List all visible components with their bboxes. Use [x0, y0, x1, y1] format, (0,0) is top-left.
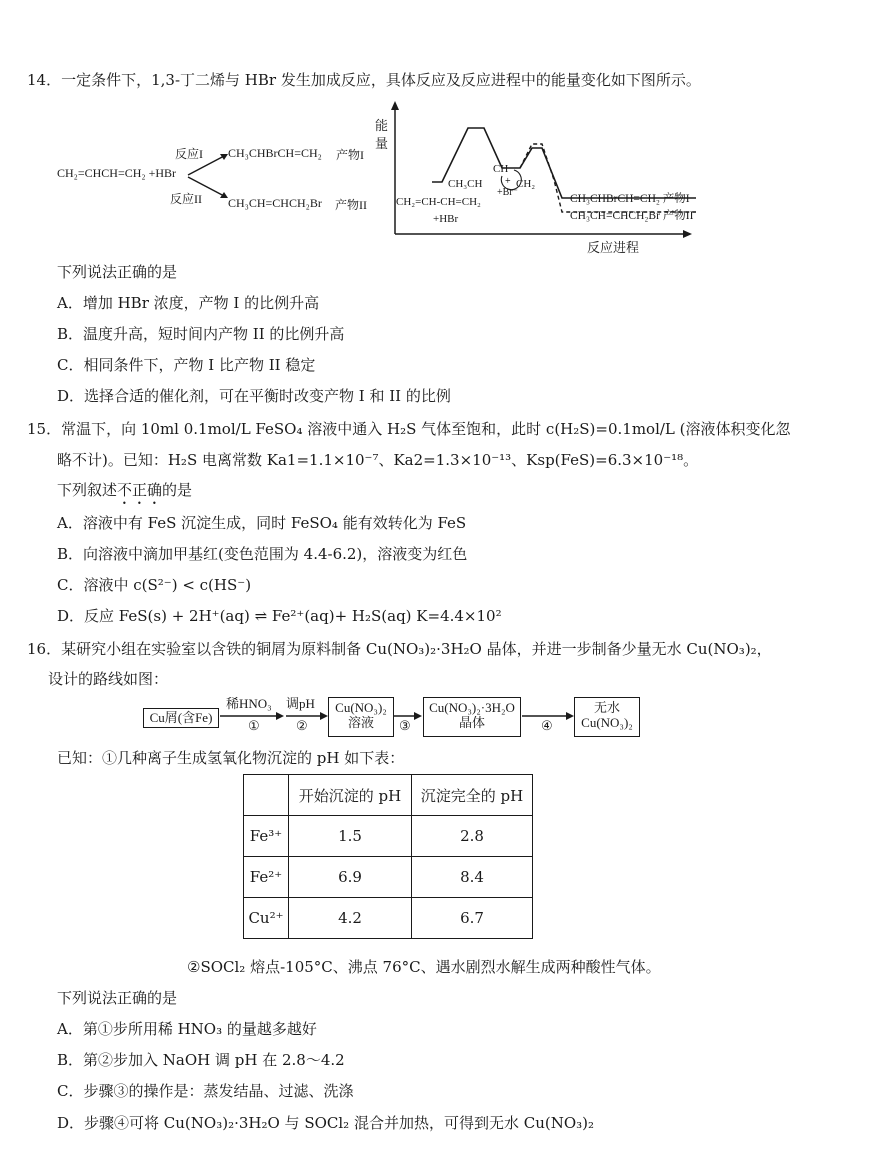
diagram-intermediate-br: +Br⁻: [497, 187, 518, 198]
diagram-end1: CH₃CHBrCH=CH₂ 产物I: [570, 193, 690, 205]
q14-stem: 14．一定条件下，1,3-丁二烯与 HBr 发生加成反应，具体反应及反应进程中的能量变化如下图所示。: [27, 71, 701, 89]
diagram-start1: CH₂=CH-CH=CH₂: [396, 196, 481, 208]
q14-product2: CH₃CH=CHCH₂Br: [228, 196, 322, 210]
diagram-intermediate-top: CH: [493, 163, 509, 175]
q14-option-a: A．增加 HBr 浓度，产物 I 的比例升高: [57, 294, 320, 312]
q16-question: 下列说法正确的是: [57, 989, 178, 1007]
q15-option-b: B．向溶液中滴加甲基红(变色范围为 4.4-6.2)，溶液变为红色: [57, 545, 468, 563]
q14-scheme-arrows: [186, 145, 232, 207]
q16-note2: ②SOCl₂ 熔点-105°C、沸点 76°C、遇水剧烈水解生成两种酸性气体。: [187, 958, 661, 976]
flow-arrow3-step: ③: [399, 718, 411, 733]
flow-arrows: [218, 707, 578, 723]
progress-axis-label: 反应进程: [587, 240, 640, 255]
flow-arrow2-reagent: 调pH: [286, 696, 315, 711]
flow-box-crystal: Cu(NO₃)₂·3H₂O 晶体: [423, 697, 521, 737]
q15-option-c: C．溶液中 c(S²⁻) < c(HS⁻): [57, 576, 252, 594]
q14-rxn1-label: 反应I: [175, 147, 203, 161]
diagram-start2: +HBr: [433, 213, 459, 225]
flow-box-cu-scrap: Cu屑(含Fe): [143, 708, 219, 728]
q15-option-a: A．溶液中有 FeS 沉淀生成，同时 FeSO₄ 能有效转化为 FeS: [57, 514, 467, 532]
table-row: [244, 898, 533, 939]
q16-option-a: A．第①步所用稀 HNO₃ 的量越多越好: [57, 1020, 317, 1038]
flow-arrow4-step: ④: [541, 718, 553, 733]
q15-option-d: D．反应 FeS(s) + 2H⁺(aq) ⇌ Fe²⁺(aq)+ H₂S(aq) K=4.4×10²: [57, 607, 502, 625]
table-header: [244, 775, 289, 816]
q15-emphasis: 不正确: [117, 481, 163, 499]
q16-known-intro: 已知：①几种离子生成氢氧化物沉淀的 pH 如下表：: [57, 749, 405, 767]
q14-question: 下列说法正确的是: [57, 263, 178, 281]
flow-arrow1-reagent: 稀HNO₃: [226, 696, 272, 711]
q16-stem-line2: 设计的路线如图：: [48, 670, 169, 688]
flow-arrow1-step: ①: [248, 718, 260, 733]
q15-stem-line1: 15．常温下，向 10ml 0.1mol/L FeSO₄ 溶液中通入 H₂S 气体至饱和，此时 c(H₂S)=0.1mol/L (溶液体积变化忽: [27, 420, 791, 438]
q14-option-d: D．选择合适的催化剂，可在平衡时改变产物 I 和 II 的比例: [57, 387, 451, 405]
table-header: 开始沉淀的 pH: [289, 775, 412, 816]
diagram-intermediate-left: CH₃CH: [448, 178, 483, 190]
q16-option-d: D．步骤④可将 Cu(NO₃)₂·3H₂O 与 SOCl₂ 混合并加热，可得到无水 Cu(NO₃)₂: [57, 1114, 595, 1132]
ph-table: [243, 774, 533, 939]
q14-rxn2-label: 反应II: [170, 192, 202, 206]
flow-box-anhydrous: 无水 Cu(NO₃)₂: [574, 697, 640, 737]
q16-option-b: B．第②步加入 NaOH 调 pH 在 2.8～4.2: [57, 1051, 345, 1069]
diagram-intermediate-right: CH₂: [516, 178, 536, 190]
table-header-row: [244, 775, 533, 816]
q14-product1-name: 产物I: [336, 148, 364, 162]
flow-arrow2-step: ②: [296, 718, 308, 733]
q16-stem-line1: 16．某研究小组在实验室以含铁的铜屑为原料制备 Cu(NO₃)₂·3H₂O 晶体，并进一步制备少量无水 Cu(NO₃)₂，: [27, 640, 772, 658]
diagram-end2: CH₃CH=CHCH₂Br 产物II: [570, 210, 694, 222]
table-cell-ion: Fe²⁺: [244, 857, 289, 898]
table-row: [244, 857, 533, 898]
table-header: 沉淀完全的 pH: [412, 775, 533, 816]
q15-question: 下列叙述不正确的是: [57, 481, 193, 499]
table-cell: 6.7: [412, 898, 533, 939]
q14-option-b: B．温度升高，短时间内产物 II 的比例升高: [57, 325, 345, 343]
q14-product1: CH₃CHBrCH=CH₂: [228, 146, 322, 160]
table-cell: 1.5: [289, 816, 412, 857]
table-cell-ion: Fe³⁺: [244, 816, 289, 857]
table-cell: 8.4: [412, 857, 533, 898]
flow-box-solution: Cu(NO₃)₂ 溶液: [328, 697, 394, 737]
q14-product2-name: 产物II: [335, 198, 367, 212]
energy-axis-label: 能量: [375, 118, 389, 151]
q14-reactant: CH₂=CHCH=CH₂ +HBr: [57, 166, 177, 180]
table-row: [244, 816, 533, 857]
table-cell: 6.9: [289, 857, 412, 898]
table-cell: 4.2: [289, 898, 412, 939]
svg-text:+: +: [505, 176, 511, 187]
q15-stem-line2: 略不计)。已知：H₂S 电离常数 Ka1=1.1×10⁻⁷、Ka2=1.3×10⁻¹³、Ksp(FeS)=6.3×10⁻¹⁸。: [57, 451, 699, 469]
table-cell: 2.8: [412, 816, 533, 857]
q14-option-c: C．相同条件下，产物 I 比产物 II 稳定: [57, 356, 316, 374]
table-cell-ion: Cu²⁺: [244, 898, 289, 939]
q16-option-c: C．步骤③的操作是：蒸发结晶、过滤、洗涤: [57, 1082, 354, 1100]
